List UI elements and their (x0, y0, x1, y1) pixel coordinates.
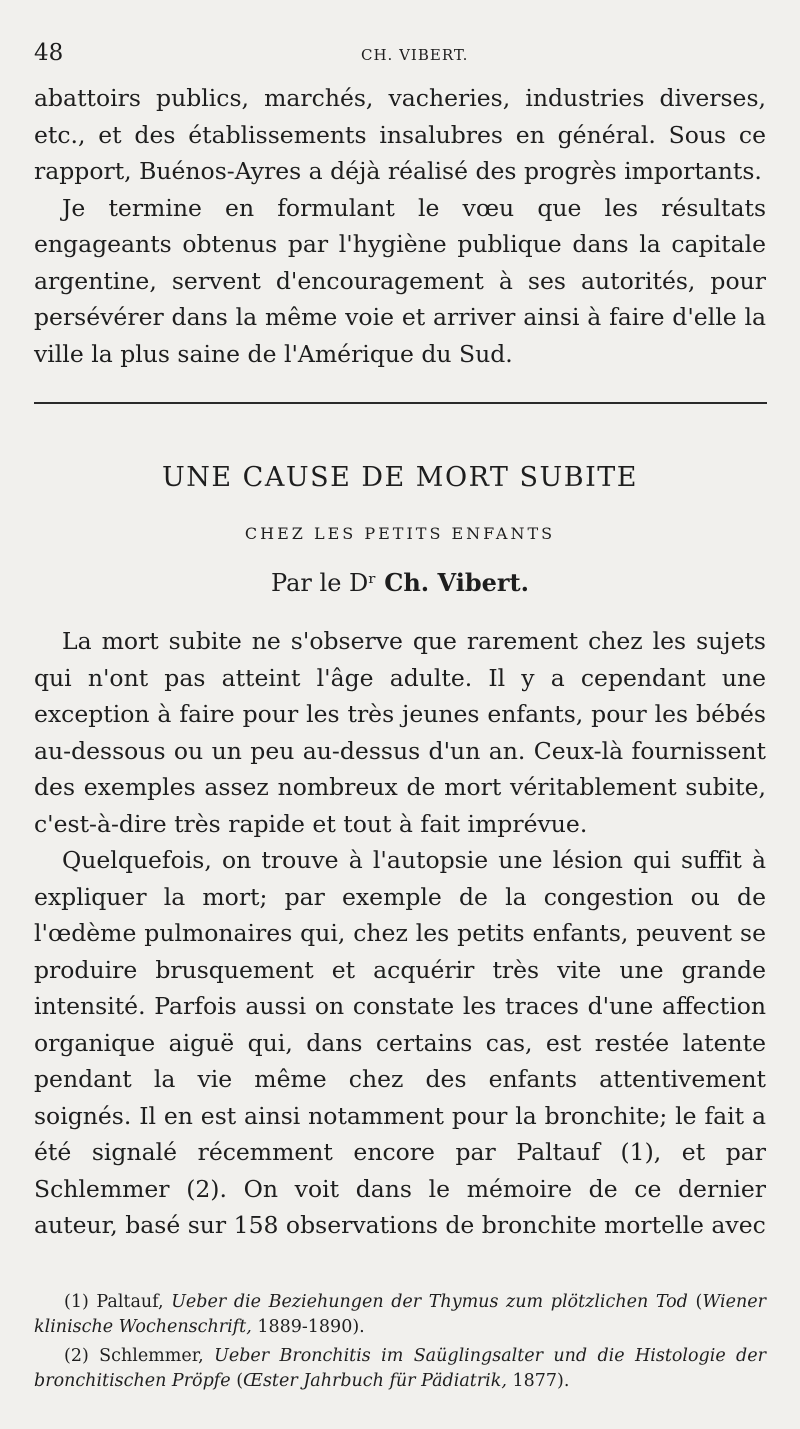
footnote-details: 1889-1890). (257, 1317, 365, 1337)
footnote (34, 1290, 766, 1340)
footnote-marker: (2) (64, 1346, 89, 1366)
footnote (34, 1344, 766, 1394)
section-divider (34, 402, 767, 404)
article-byline (0, 568, 800, 597)
page-number: 48 (34, 40, 64, 66)
footnote-author: Schlemmer, (99, 1346, 204, 1366)
footnote-details: 1877). (512, 1371, 570, 1391)
paragraph: La mort subite ne s'observe que rarement chez les sujets qui n'ont pas atteint l'âge adulte. Il y a cependant une exception à faire pour les très jeunes enfants, pour les bébés au-dessous ou un peu au-dessus d'un an. Ceux-là fournissent des exemples assez nombreux de mort véritablement subite, c'est-à-dire très rapide et tout à fait imprévue. (34, 627, 766, 838)
article-subtitle: CHEZ LES PETITS ENFANTS (244, 524, 556, 543)
byline-prefix: Par le Dʳ (271, 569, 377, 597)
article-body (34, 623, 766, 1244)
footnote-source: Wiener klinische Wochenschrift, (34, 1292, 766, 1337)
footnotes (34, 1290, 766, 1398)
page-header (34, 40, 764, 70)
paragraph: Je termine en formulant le vœu que les résultats engageants obtenus par l'hygiène publique dans la capitale argentine, servent d'encouragement à ses autorités, pour persévérer dans la même voie et arriver ainsi à faire d'elle la ville la plus saine de l'Amérique du Sud. (34, 193, 766, 368)
byline-author: Ch. Vibert. (384, 568, 529, 597)
running-head: CH. VIBERT. (361, 46, 469, 64)
paragraph: abattoirs publics, marchés, vacheries, industries diverses, etc., et des établissements insalubres en général. Sous ce rapport, Buénos-Ayres a déjà réalisé des progrès importants. (34, 84, 766, 185)
paragraph: Quelquefois, on trouve à l'autopsie une lésion qui suffit à expliquer la mort; par exemple de la congestion ou de l'œdème pulmonaires qui, chez les petits enfants, peuvent se produire brusquement et acquérir très vite une grande intensité. Parfois aussi on constate les traces d'une affection organique aiguë qui, dans certains cas, est restée latente pendant la vie même chez des enfants attentivement soignés. Il en est ainsi notamment pour la bronchite; le fait a été signalé récemment encore par Paltauf (1), et par Schlemmer (2). On voit dans le mémoire de ce dernier auteur, basé sur 158 observations de bronchite mortelle avec (34, 846, 766, 1239)
article-title: UNE CAUSE DE MORT SUBITE (161, 462, 638, 493)
footnote-title: Ueber die Beziehungen der Thymus zum plötzlichen Tod (171, 1292, 688, 1312)
footnote-marker: (1) (64, 1292, 89, 1312)
footnote-title: Ueber Bronchitis im Saüglingsalter und die Histologie der bronchitischen Pröpfe (34, 1346, 766, 1391)
footnote-source-open: ( (236, 1371, 244, 1391)
footnote-author: Paltauf, (96, 1292, 164, 1312)
footnote-source-open: ( (695, 1292, 703, 1312)
previous-article-text (34, 80, 766, 372)
footnote-source: Œster Jahrbuch für Pädiatrik, (243, 1371, 507, 1391)
